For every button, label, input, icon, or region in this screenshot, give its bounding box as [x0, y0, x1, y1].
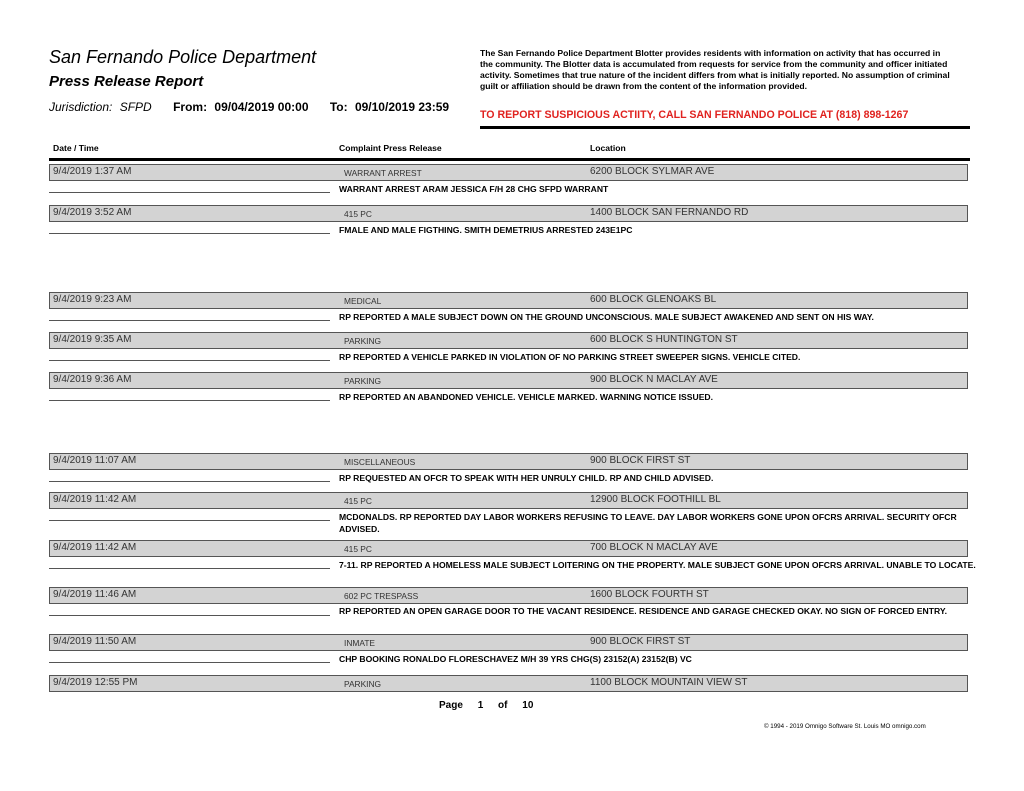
- record-complaint: 415 PC: [344, 209, 372, 219]
- record-date: 9/4/2019 9:36 AM: [53, 374, 132, 385]
- record-location: 1600 BLOCK FOURTH ST: [590, 589, 709, 600]
- record-complaint: PARKING: [344, 376, 382, 386]
- record-bar: [49, 540, 968, 557]
- record-date: 9/4/2019 11:42 AM: [53, 494, 137, 505]
- record-underline: [49, 360, 330, 361]
- record-location: 1400 BLOCK SAN FERNANDO RD: [590, 207, 749, 218]
- record-date: 9/4/2019 11:50 AM: [53, 636, 137, 647]
- record-location: 6200 BLOCK SYLMAR AVE: [590, 166, 715, 177]
- record-bar: [49, 205, 968, 222]
- record-location: 700 BLOCK N MACLAY AVE: [590, 542, 718, 553]
- record-complaint: WARRANT ARREST: [344, 168, 422, 178]
- record-description: RP REPORTED A VEHICLE PARKED IN VIOLATION OF NO PARKING STREET SWEEPER SIGNS. VEHICLE CITED.: [339, 352, 801, 362]
- to-label: To:: [329, 100, 348, 114]
- page-label: Page: [439, 700, 463, 711]
- record-date: 9/4/2019 1:37 AM: [53, 166, 132, 177]
- record-bar: [49, 634, 968, 651]
- record-location: 12900 BLOCK FOOTHILL BL: [590, 494, 721, 505]
- to-value: 09/10/2019 23:59: [354, 100, 450, 114]
- record-complaint: MISCELLANEOUS: [344, 457, 416, 467]
- record-complaint: 602 PC TRESPASS: [344, 591, 419, 601]
- record-complaint: INMATE: [344, 638, 376, 648]
- record-description: MCDONALDS. RP REPORTED DAY LABOR WORKERS REFUSING TO LEAVE. DAY LABOR WORKERS GONE UPON OFCRS ARRIVAL. SECURITY OFCR ADVISED.: [339, 512, 957, 534]
- record-complaint: PARKING: [344, 679, 382, 689]
- page-total: 10: [522, 700, 534, 711]
- column-header-rule: [49, 158, 970, 161]
- record-complaint: 415 PC: [344, 496, 372, 506]
- record-underline: [49, 615, 330, 616]
- record-bar: [49, 292, 968, 309]
- record-description: RP REQUESTED AN OFCR TO SPEAK WITH HER UNRULY CHILD. RP AND CHILD ADVISED.: [339, 473, 714, 483]
- page-indicator: [439, 700, 545, 711]
- record-date: 9/4/2019 3:52 AM: [53, 207, 132, 218]
- copyright-notice: © 1994 - 2019 Omnigo Software St. Louis MO omnigo.com: [764, 723, 926, 730]
- record-description: RP REPORTED A MALE SUBJECT DOWN ON THE GROUND UNCONSCIOUS. MALE SUBJECT AWAKENED AND SENT ON HIS WAY.: [339, 312, 874, 322]
- record-underline: [49, 662, 330, 663]
- report-parameters: [49, 100, 453, 114]
- from-label: From:: [173, 100, 208, 114]
- record-underline: [49, 233, 330, 234]
- record-underline: [49, 568, 330, 569]
- record-complaint: 415 PC: [344, 544, 372, 554]
- record-location: 900 BLOCK FIRST ST: [590, 455, 691, 466]
- record-date: 9/4/2019 11:46 AM: [53, 589, 137, 600]
- record-description: CHP BOOKING RONALDO FLORESCHAVEZ M/H 39 YRS CHG(S) 23152(A) 23152(B) VC: [339, 654, 692, 664]
- record-bar: [49, 372, 968, 389]
- column-header-location: Location: [590, 143, 626, 153]
- report-suspicious-warning: TO REPORT SUSPICIOUS ACTIITY, CALL SAN FERNANDO POLICE AT (818) 898-1267: [480, 109, 909, 121]
- record-complaint: MEDICAL: [344, 296, 382, 306]
- column-header-complaint: Complaint Press Release: [339, 143, 442, 153]
- record-date: 9/4/2019 9:23 AM: [53, 294, 132, 305]
- page-number: 1: [477, 700, 484, 711]
- record-bar: [49, 332, 968, 349]
- record-bar: [49, 587, 968, 604]
- report-title: San Fernando Police Department: [49, 47, 317, 67]
- record-date: 9/4/2019 9:35 AM: [53, 334, 132, 345]
- record-underline: [49, 520, 330, 521]
- report-subtitle: Press Release Report: [49, 73, 204, 90]
- record-description: RP REPORTED AN ABANDONED VEHICLE. VEHICLE MARKED. WARNING NOTICE ISSUED.: [339, 392, 714, 402]
- record-location: 1100 BLOCK MOUNTAIN VIEW ST: [590, 677, 748, 688]
- record-description: WARRANT ARREST ARAM JESSICA F/H 28 CHG SFPD WARRANT: [339, 184, 609, 194]
- record-location: 600 BLOCK S HUNTINGTON ST: [590, 334, 738, 345]
- record-location: 900 BLOCK FIRST ST: [590, 636, 691, 647]
- record-complaint: PARKING: [344, 336, 382, 346]
- record-bar: [49, 453, 968, 470]
- record-underline: [49, 400, 330, 401]
- record-location: 900 BLOCK N MACLAY AVE: [590, 374, 718, 385]
- record-location: 600 BLOCK GLENOAKS BL: [590, 294, 717, 305]
- record-underline: [49, 320, 330, 321]
- record-description: RP REPORTED AN OPEN GARAGE DOOR TO THE VACANT RESIDENCE. RESIDENCE AND GARAGE CHECKED OKAY. NO SIGN OF FORCED ENTRY.: [339, 606, 947, 616]
- header-rule: [480, 126, 970, 129]
- from-value: 09/04/2019 00:00: [214, 100, 309, 114]
- record-underline: [49, 481, 330, 482]
- record-bar: [49, 675, 968, 692]
- jurisdiction-value: SFPD: [119, 100, 152, 114]
- record-date: 9/4/2019 11:42 AM: [53, 542, 137, 553]
- jurisdiction-label: Jurisdiction:: [49, 100, 113, 114]
- record-description: FMALE AND MALE FIGTHING. SMITH DEMETRIUS ARRESTED 243E1PC: [339, 225, 633, 235]
- record-bar: [49, 492, 968, 509]
- of-label: of: [498, 700, 508, 711]
- record-underline: [49, 192, 330, 193]
- record-bar: [49, 164, 968, 181]
- record-date: 9/4/2019 11:07 AM: [53, 455, 137, 466]
- record-description: 7-11. RP REPORTED A HOMELESS MALE SUBJECT LOITERING ON THE PROPERTY. MALE SUBJECT GONE UPON OFCRS ARRIVAL. UNABLE TO LOCATE.: [339, 560, 976, 570]
- record-date: 9/4/2019 12:55 PM: [53, 677, 138, 688]
- blotter-notice: The San Fernando Police Department Blotter provides residents with information on activity that has occurred in the community. The Blotter data is accumulated from requests for service from the community and officer initiated activity. Sometimes that true nature of the incident differs from what is initially reported. No assumption of criminal guilt or affiliation should be drawn from the content of the information provided.: [480, 48, 950, 91]
- column-header-date: Date / Time: [53, 143, 99, 153]
